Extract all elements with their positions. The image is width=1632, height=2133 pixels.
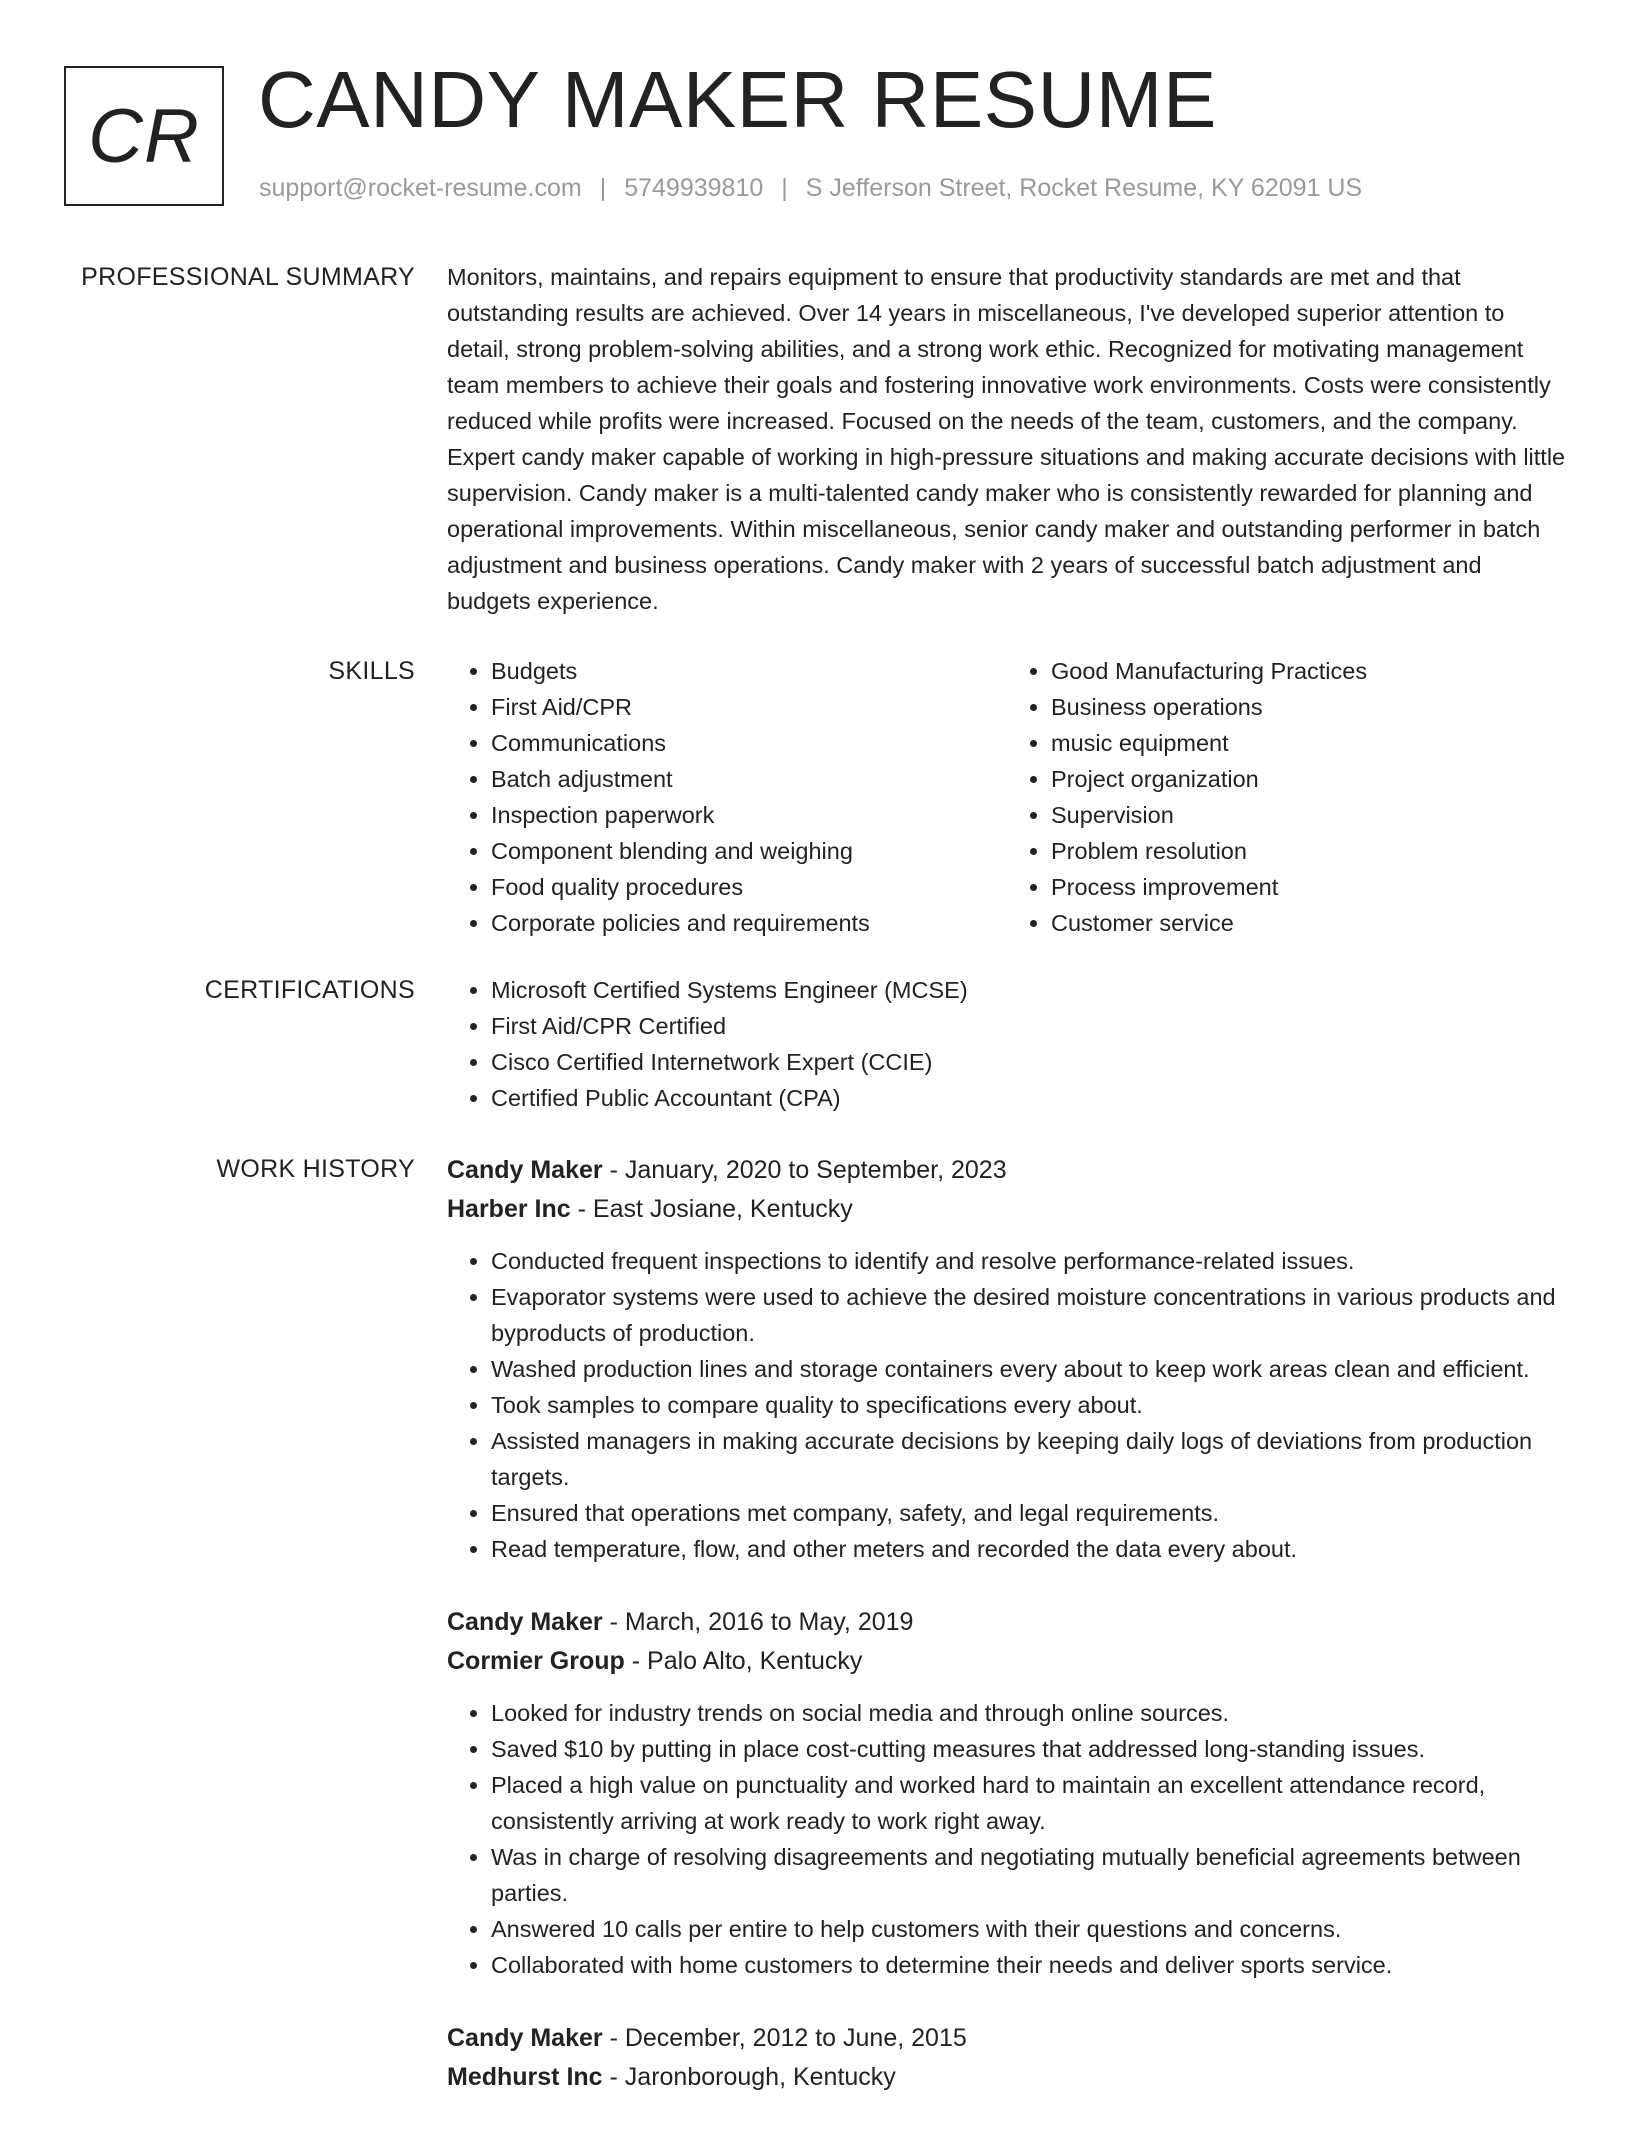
job-bullet-list <box>447 1695 1567 1983</box>
contact-separator: | <box>781 174 788 202</box>
job-bullet: • Collaborated with home customers to determine their needs and deliver sports service. <box>491 1947 1567 1983</box>
skill-item: • Food quality procedures <box>491 869 1007 905</box>
skill-item: • Good Manufacturing Practices <box>1051 653 1567 689</box>
section-label-work-history: WORK HISTORY <box>216 1155 415 1183</box>
contact-address: S Jefferson Street, Rocket Resume, KY 62091 US <box>805 174 1363 202</box>
skill-item: • Customer service <box>1051 905 1567 941</box>
job-company: Medhurst Inc <box>447 2063 603 2091</box>
job-bullet-list <box>447 1243 1567 1567</box>
certifications-body <box>447 972 1567 1116</box>
job-bullet: • Read temperature, flow, and other meters and recorded the data every about. <box>491 1531 1567 1567</box>
section-label-skills: SKILLS <box>328 657 415 685</box>
job-bullet: • Evaporator systems were used to achieve the desired moisture concentrations in various products and byproducts of production. <box>491 1279 1567 1351</box>
job-bullet: • Looked for industry trends on social media and through online sources. <box>491 1695 1567 1731</box>
job-bullet: • Took samples to compare quality to specifications every about. <box>491 1387 1567 1423</box>
skill-item: • Project organization <box>1051 761 1567 797</box>
monogram-box <box>64 66 224 206</box>
certification-item: • First Aid/CPR Certified <box>491 1008 1567 1044</box>
job-title: Candy Maker <box>447 2024 603 2052</box>
contact-email[interactable]: support@rocket-resume.com <box>259 174 582 202</box>
monogram-initials: CR <box>88 93 200 179</box>
job-bullet: • Was in charge of resolving disagreements and negotiating mutually beneficial agreements between parties. <box>491 1839 1567 1911</box>
skill-item: • Supervision <box>1051 797 1567 833</box>
job-dates: - March, 2016 to May, 2019 <box>602 1608 914 1636</box>
certification-item: • Microsoft Certified Systems Engineer (MCSE) <box>491 972 1567 1008</box>
job-bullet: • Washed production lines and storage containers every about to keep work areas clean and efficient. <box>491 1351 1567 1387</box>
job-bullet: • Placed a high value on punctuality and worked hard to maintain an excellent attendance record, consistently arriving at work ready to work right away. <box>491 1767 1567 1839</box>
job-bullet: • Conducted frequent inspections to identify and resolve performance-related issues. <box>491 1243 1567 1279</box>
contact-separator: | <box>599 174 607 202</box>
skill-item: • Corporate policies and requirements <box>491 905 1007 941</box>
skill-item: • Batch adjustment <box>491 761 1007 797</box>
job-company-line <box>447 1190 1567 1229</box>
resume-title: CANDY MAKER RESUME <box>258 55 1217 144</box>
skill-item: • Business operations <box>1051 689 1567 725</box>
skill-item: • Inspection paperwork <box>491 797 1007 833</box>
job-bullet: • Saved $10 by putting in place cost-cutting measures that addressed long-standing issues. <box>491 1731 1567 1767</box>
skills-list-right <box>1007 653 1567 941</box>
certifications-list <box>447 972 1567 1116</box>
certification-item: • Certified Public Accountant (CPA) <box>491 1080 1567 1116</box>
job-location: - Jaronborough, Kentucky <box>602 2063 896 2091</box>
job-company-line <box>447 1642 1567 1681</box>
summary-body <box>447 259 1567 619</box>
skill-item: • Communications <box>491 725 1007 761</box>
section-label-certifications: CERTIFICATIONS <box>204 976 415 1004</box>
job-company: Harber Inc <box>447 1195 571 1223</box>
skills-body <box>447 653 1567 941</box>
skill-item: • Process improvement <box>1051 869 1567 905</box>
job-title-line <box>447 1603 1567 1642</box>
job-bullet: • Answered 10 calls per entire to help customers with their questions and concerns. <box>491 1911 1567 1947</box>
job-dates: - December, 2012 to June, 2015 <box>602 2024 967 2052</box>
contact-phone[interactable]: 5749939810 <box>624 174 764 202</box>
skill-item: • Budgets <box>491 653 1007 689</box>
contact-line <box>259 174 1362 203</box>
skill-item: • music equipment <box>1051 725 1567 761</box>
job-location: - East Josiane, Kentucky <box>570 1195 853 1223</box>
summary-text: Monitors, maintains, and repairs equipment to ensure that productivity standards are met and that outstanding results are achieved. Over 14 years in miscellaneous, I've developed superior attention to detail, strong problem-solving abilities, and a strong work ethic. Recognized for motivating management team members to achieve their goals and fostering innovative work environments. Costs were consistently reduced while profits were increased. Focused on the needs of the team, customers, and the company. Expert candy maker capable of working in high-pressure situations and making accurate decisions with little supervision. Candy maker is a multi-talented candy maker who is consistently rewarded for planning and operational improvements. Within miscellaneous, senior candy maker and outstanding performer in batch adjustment and business operations. Candy maker with 2 years of successful batch adjustment and budgets experience. <box>447 264 1566 614</box>
job-bullet: • Assisted managers in making accurate decisions by keeping daily logs of deviations from production targets. <box>491 1423 1567 1495</box>
job-location: - Palo Alto, Kentucky <box>624 1647 863 1675</box>
job-company: Cormier Group <box>447 1647 625 1675</box>
skill-item: • Component blending and weighing <box>491 833 1007 869</box>
job-title-line <box>447 1151 1567 1190</box>
section-label-summary: PROFESSIONAL SUMMARY <box>81 263 415 291</box>
job-entry <box>447 1151 1567 1567</box>
job-dates: - January, 2020 to September, 2023 <box>602 1156 1007 1184</box>
skills-list-left <box>447 653 1007 941</box>
job-bullet: • Ensured that operations met company, safety, and legal requirements. <box>491 1495 1567 1531</box>
job-entry <box>447 2019 1567 2097</box>
job-entry <box>447 1603 1567 1983</box>
job-title-line <box>447 2019 1567 2058</box>
job-title: Candy Maker <box>447 1608 603 1636</box>
work-history-body <box>447 1151 1567 2133</box>
certification-item: • Cisco Certified Internetwork Expert (CCIE) <box>491 1044 1567 1080</box>
job-company-line <box>447 2058 1567 2097</box>
job-title: Candy Maker <box>447 1156 603 1184</box>
skill-item: • First Aid/CPR <box>491 689 1007 725</box>
skill-item: • Problem resolution <box>1051 833 1567 869</box>
